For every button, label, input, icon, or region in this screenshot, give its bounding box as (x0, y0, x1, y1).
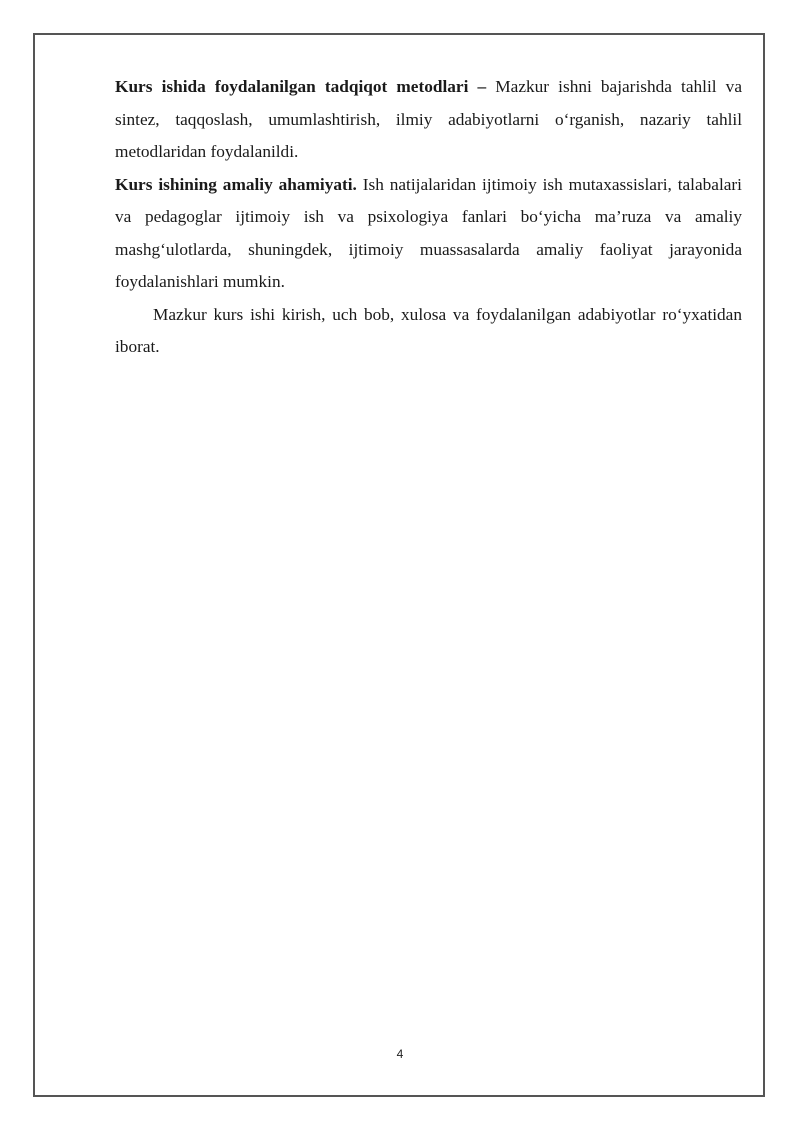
paragraph-lead-practical-significance: Kurs ishining amaliy ahamiyati. (115, 174, 357, 194)
paragraph-text-research-methods: Mazkur ishni bajarishda tahlil va sintez, taqqoslash, umumlashtirish, ilmiy adabiyotlarni o‘rganish, nazariy tahlil metodlaridan foydalanildi. (115, 77, 742, 161)
page-number: 4 (396, 1047, 404, 1061)
paragraph-research-methods (115, 71, 742, 169)
paragraph-practical-significance (115, 169, 742, 299)
paragraph-lead-research-methods: Kurs ishida foydalanilgan tadqiqot metodlari – (115, 77, 487, 96)
paragraph-structure: Mazkur kurs ishi kirish, uch bob, xulosa va foydalanilgan adabiyotlar ro‘yxatidan iborat. (115, 304, 742, 356)
document-body (115, 71, 742, 364)
paragraph-text-practical-significance: Ish natijalaridan ijtimoiy ish mutaxassislari, talabalari va pedagoglar ijtimoiy ish va psixologiya fanlari bo‘yicha ma’ruza va amaliy mashg‘ulotlarda, shuningdek, ijtimoiy muassasalarda amaliy faoliyat jarayonida foydalanishlari mumkin. (115, 174, 742, 291)
